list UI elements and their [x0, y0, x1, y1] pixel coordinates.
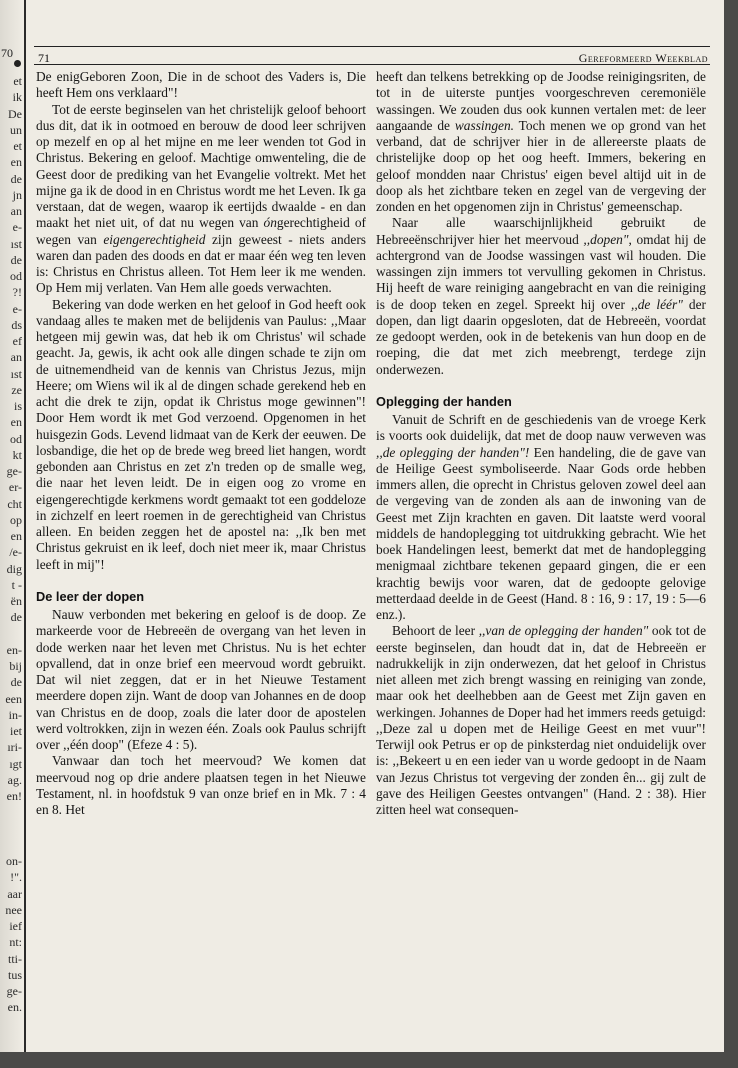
gutter-fragment: ik: [12, 90, 22, 105]
paragraph: heeft dan telkens betrekking op de Joodse reinigingsriten, de tot in de uiterste puntjes voorgeschreven ceremoniële wassingen. We zouden dus ook kunnen vertalen met: de leer aangaande de wassingen. Toch menen we op grond van het verband, dat de schrijver hier in de allereerste plaats de christelijke doop op het oog heeft. Immers, bekering en geloof mondden naar Christus' eigen bevel altijd uit in de doop als het zichtbare teken en zegel van de vergeving der zonden en het opgenomen zijn in Christus' gemeenschap.: [376, 69, 706, 214]
gutter-fragment: ze: [11, 382, 22, 397]
gutter-fragment: en!: [6, 789, 22, 803]
gutter-fragment: ag.: [7, 772, 22, 787]
header-bottom-rule: [34, 64, 710, 65]
gutter-fragment: /e-: [9, 545, 22, 560]
page-number: 71: [38, 51, 50, 65]
paragraph: Naar alle waarschijnlijkheid gebruikt de Hebreeënschrijver hier het meervoud ,,dopen", omdat hij de achtergrond van de Joodse wassingen vast wil houden. Die wassingen zijn immers tot vervulling gekomen in Christus. Hij heeft de ware reiniging aangebracht en van die reiniging is de doop teken en zegel. Spreekt hij over ,,de léér" der dopen, dan ligt daarin opgesloten, dat de Hebreeën, voordat ze gedoopt werden, ook in de betekenis van hun doop en de roeping, die dat met zich meebrengt, terdege zijn onderwezen.: [376, 215, 707, 377]
gutter-fragment: er-: [8, 480, 22, 495]
gutter-fragment: en: [10, 155, 22, 170]
gutter-fragment: ef: [12, 334, 22, 348]
gutter-fragment: ?!: [12, 285, 22, 300]
gutter-fragment: on-: [6, 854, 22, 868]
gutter-fragment: de: [10, 675, 22, 690]
gutter-fragment: nt:: [9, 935, 22, 950]
gutter-fragment: ën: [10, 594, 22, 608]
gutter-fragment: op: [10, 512, 22, 527]
paragraph: Vanuit de Schrift en de geschiedenis van de vroege Kerk is voorts ook duidelijk, dat met de doop nauw verweven was ,,de oplegging der handen"! Een handeling, die de gave van de Heilige Geest symboliseerde. Naar Gods orde hebben immers allen, die oprecht in Christus geloven zowel deel aan de vergeving van de zonden als aan de inwoning van de Geest met Zijn krachten en gaven. Dit laatste werd vooral middels de handoplegging tot uitdrukking gebracht. Wie het boek Handelingen leest, bemerkt dat met de handoplegging menigmaal zichtbare tekenen gepaard gingen, die er een krachtig bewijs voor waren, dat de gedoopte gelovige metterdaad deelde in de Geest (Hand. 8 : 16, 9 : 17, 19 : 5—6 enz.).: [376, 412, 706, 622]
gutter-fragment: e-: [12, 220, 22, 235]
journal-title: Gereformeerd Weekblad: [578, 51, 708, 65]
gutter-fragment: cht: [7, 496, 22, 511]
header-top-rule: [34, 46, 710, 47]
section-heading: Oplegging der handen: [376, 393, 512, 409]
gutter-fragment: !".: [10, 870, 22, 885]
gutter-fragment: is: [13, 399, 22, 413]
gutter-fragment: in-: [8, 707, 22, 722]
gutter-fragment: t -: [11, 577, 22, 592]
gutter-fragment: e-: [12, 301, 22, 316]
gutter-fragment: ds: [11, 317, 22, 332]
gutter-fragment: tus: [7, 967, 22, 982]
gutter-fragment: ge-: [6, 984, 22, 998]
paragraph: Tot de eerste beginselen van het christelijk geloof behoort dus dit, dat ik in ootmoed en berouw de dood leer schrijven op mezelf en op al het mijne en me leer wenden tot God in Christus. Bekering en geloof. Machtige omwenteling, die de Geest door de prediking van het Evangelie voltrekt. Met het mijne ga ik de dood in en Christus wordt me het Leven. Ik ga verstaan, dat de wegen, waarop ik eertijds dwaalde - en dan maakt het niet uit, of dat nu wegen van óngerechtigheid of wegen van eigengerechtigheid zijn geweest - niets anders waren dan paden des doods en dat er maar één weg ten leven is: Christus en Christus alleen. Tot Hem leer ik me wenden. Op Hem mij verlaten. Van Hem alle goeds verwachten.: [36, 101, 366, 296]
gutter-fragment: od: [10, 431, 22, 446]
gutter-fragment: een: [5, 691, 22, 706]
paragraph: Vanwaar dan toch het meervoud? We komen dat meervoud nog op drie andere plaatsen tegen in het Nieuwe Testament, nl. in hoofdstuk 9 van onze brief en in Mk. 7 : 4 en 8. Het: [36, 753, 366, 817]
paragraph: De enigGeboren Zoon, Die in de schoot des Vaders is, Die heeft Hem ons verklaard"!: [36, 69, 366, 101]
left-column: [36, 69, 366, 818]
gutter-fragment: iet: [10, 724, 22, 738]
gutter-fragment: en.: [7, 1000, 22, 1015]
gutter-fragment: en: [10, 529, 22, 543]
gutter-fragment: ıgt: [9, 756, 22, 771]
paragraph: Behoort de leer ,,van de oplegging der handen" ook tot de eerste beginselen, dan houdt dat in, dat de Hebreeën er nadrukkelijk in zijn onderwezen, dat het geloof in Christus niet alleen met zich brengt wassing en reiniging van zonde, maar ook het deelhebben aan de Geest met Zijn gaven en werkingen. Johannes de Doper had het immers reeds getuigd: ,,Deze zal u dopen met de Heilige Geest en met vuur"! Terwijl ook Petrus er op de pinksterdag niet onduidelijk over is: ,,Bekeert u en een ieder van u worde gedoopt in de Naam van Jezus Christus tot vergeving der zonden ên... gij zult de gave des Heiligen Geestes ontvangen" (Hand. 2 : 38). Hier zitten heel wat consequen-: [376, 623, 707, 817]
paragraph: Bekering van dode werken en het geloof in God heeft ook vandaag alles te maken met de belijdenis van Paulus: ,,Maar hetgeen mij gewin was, dat heb ik om Christus' wil schade geacht. Ja, gewis, ik acht ook alle dingen schade te zijn om de uitnemendheid van de kennis van Christus Jezus, mijn Heere; om Wiens wil ik al de dingen schade gerekend heb en acht die drek te zijn, opdat ik Christus moge gewinnen"! Door Hem wordt ik met God verzoend. Opgenomen in het huisgezin Gods. Levend lidmaat van de Kerk der eeuwen. De losbandige, die het op de brede weg breed liet hangen, wordt gebonden aan Christus en zet z'n treden op de smalle weg, die naar het leven leidt. De in eigen oog zo vrome en eigengerechtigde kerkmens wordt gemaakt tot een goddeloze in zichzelf en leert roemen in de gerechtigheid van Christus alleen. En beiden zeggen het de apostel na: ,,Ik ben met Christus gekruist en ik leef, doch niet meer ik, maar Christus leeft in mij"!: [36, 296, 366, 572]
gutter-fragment: bij: [9, 659, 22, 673]
gutter-fragment: et: [13, 139, 22, 153]
gutter-fragment: kt: [12, 447, 22, 462]
bullet-dot-icon: [14, 60, 21, 67]
gutter-fragment: et: [13, 74, 22, 88]
gutter-fragment: nee: [5, 902, 22, 917]
section-heading: De leer der dopen: [36, 588, 145, 604]
gutter-fragment: un: [10, 122, 22, 137]
gutter-fragment: dig: [6, 561, 22, 576]
gutter-fragment: ıst: [10, 236, 22, 251]
gutter-fragment: ıst: [10, 366, 22, 381]
paragraph: Nauw verbonden met bekering en geloof is de doop. Ze markeerde voor de Hebreeën de overgang van het leven in dode werken naar het leven met Christus. Nu is het echter opvallend, dat in onze brief een meervoud wordt gebruikt. Dat wil niet zeggen, dat er in het Nieuwe Testament meerdere dopen zijn. Want de doop van Johannes en de doop van Christus en de doop, zoals die later door de apostelen werd voltrokken, zijn in wezen één. Zoals ook Paulus schrijft over ,,één doop" (Efeze 4 : 5).: [36, 607, 366, 752]
gutter-fragment: ge-: [6, 464, 22, 478]
gutter-fragment: de: [10, 171, 22, 186]
gutter-fragment: od: [10, 269, 22, 283]
right-column: [376, 69, 706, 818]
gutter-fragment: aar: [7, 886, 22, 901]
gutter-fragment: jn: [12, 187, 22, 202]
gutter-fragment: ıri-: [7, 740, 22, 755]
previous-page-gutter: [0, 0, 26, 1052]
gutter-fragment: an: [10, 350, 22, 365]
gutter-fragment: ief: [9, 919, 22, 933]
gutter-fragment: de: [10, 252, 22, 267]
gutter-fragment: De: [8, 106, 22, 121]
gutter-fragment: de: [10, 610, 22, 625]
gutter-fragment: en: [10, 415, 22, 430]
gutter-fragment: en-: [6, 642, 22, 657]
gutter-fragment: an: [10, 204, 22, 218]
gutter-fragment: tti-: [8, 951, 22, 966]
previous-page-number: 70: [1, 46, 13, 60]
